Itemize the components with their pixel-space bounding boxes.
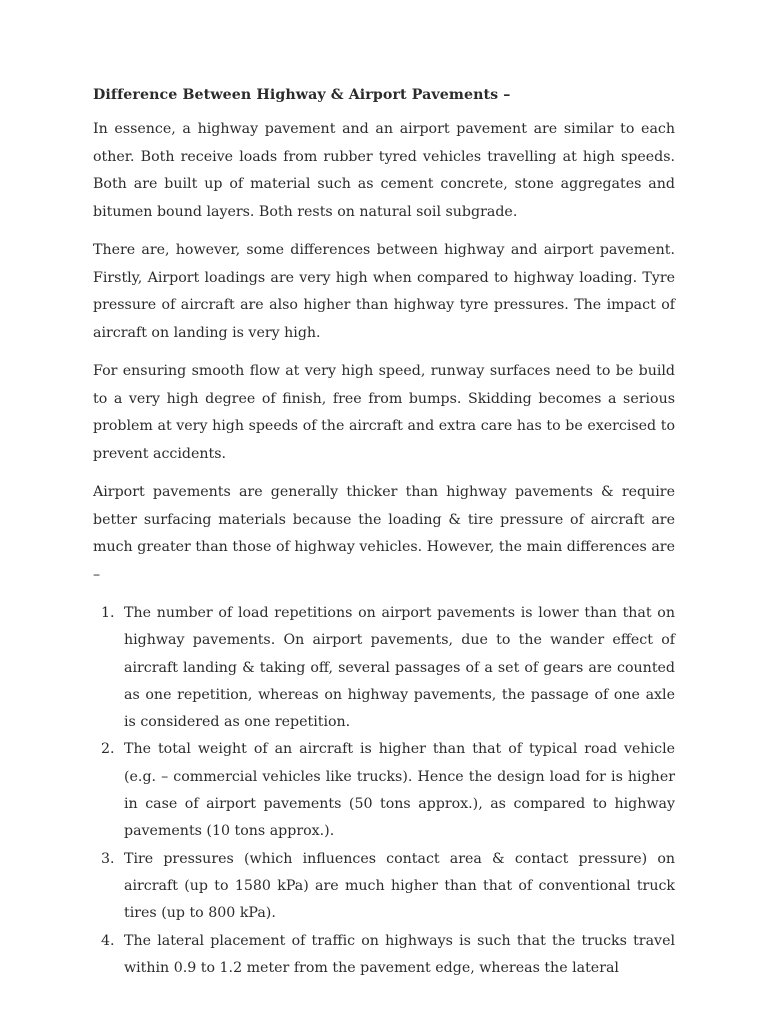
list-item [93,928,675,983]
paragraph-differences: There are, however, some differences between highway and airport pavement. Firstly, Airport loadings are very high when compared to highway loading. Tyre pressure of aircraft are also higher than highway tyre pressures. The impact of aircraft on landing is very high. [93,242,675,341]
list-item-text: Tire pressures (which influences contact area & contact pressure) on aircraft (up to 1580 kPa) are much higher than that of conventional truck tires (up to 800 kPa). [124,850,675,922]
differences-list [93,600,675,982]
list-item-number: 3. [101,850,115,867]
list-item-text: The number of load repetitions on airport pavements is lower than that on highway pavements. On airport pavements, due to the wander effect of aircraft landing & taking off, several passages of a set of gears are counted as one repetition, whereas on highway pavements, the passage of one axle is considered as one repetition. [124,605,675,731]
list-item-number: 4. [101,932,115,949]
paragraph-thickness: Airport pavements are generally thicker than highway pavements & require better surfacing materials because the loading & tire pressure of aircraft are much greater than those of highway vehicles. However, the main differences are – [93,484,675,583]
document-title: Difference Between Highway & Airport Pavements – [93,87,511,103]
paragraph-similarities: In essence, a highway pavement and an airport pavement are similar to each other. Both receive loads from rubber tyred vehicles travelling at high speeds. Both are built up of material such as cement concrete, stone aggregates and bitumen bound layers. Both rests on natural soil subgrade. [93,121,675,220]
list-item-text: The total weight of an aircraft is higher than that of typical road vehicle (e.g. – commercial vehicles like trucks). Hence the design load for is higher in case of airport pavements (50 tons approx.), as compared to highway pavements (10 tons approx.). [124,741,675,840]
list-item [93,736,675,845]
paragraph-smooth-flow: For ensuring smooth flow at very high speed, runway surfaces need to be build to a very high degree of finish, free from bumps. Skidding becomes a serious problem at very high speeds of the aircraft and extra care has to be exercised to prevent accidents. [93,363,675,462]
list-item-text: The lateral placement of traffic on highways is such that the trucks travel within 0.9 to 1.2 meter from the pavement edge, whereas the lateral [124,932,675,976]
list-item [93,846,675,928]
list-item-number: 2. [101,741,115,758]
list-item-number: 1. [101,605,115,621]
list-item [93,600,675,736]
